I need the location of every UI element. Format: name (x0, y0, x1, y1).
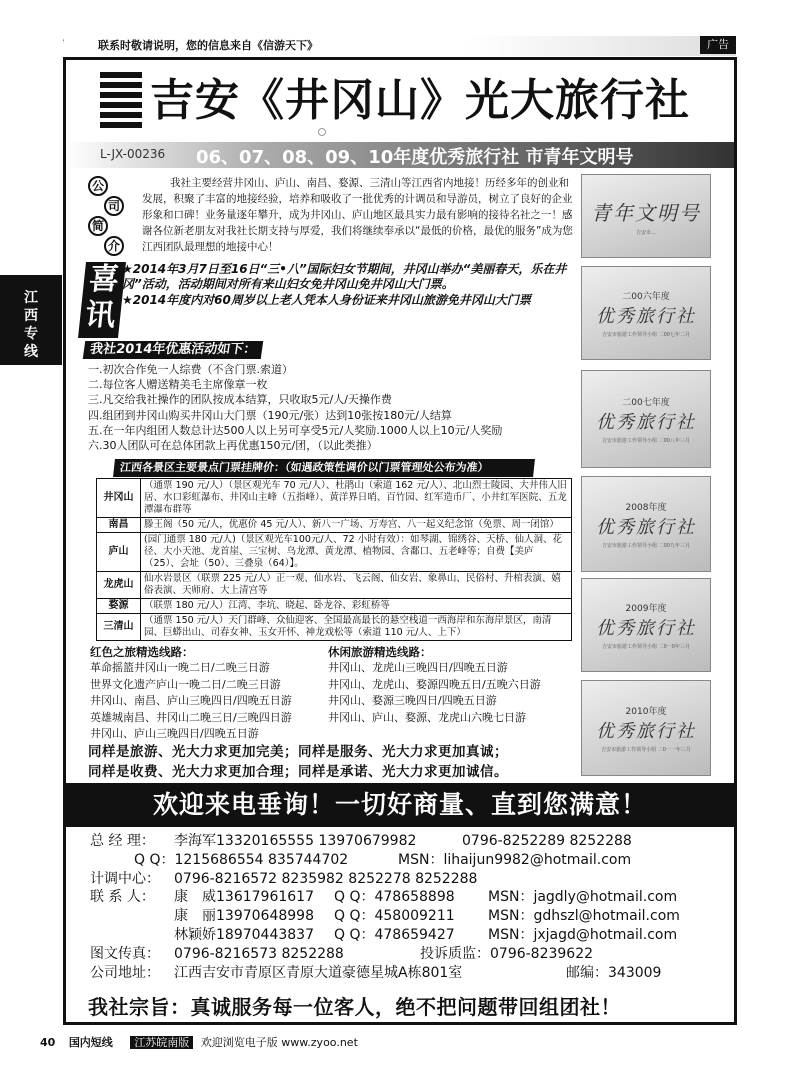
contact-row (90, 964, 730, 983)
table-row (97, 614, 572, 641)
center-phones[interactable]: 0796-8216572 8235982 8252278 8252288 (174, 870, 478, 887)
intro-char: 简 (88, 216, 108, 236)
certificate-issuer: 吉安市旅游工作领导小组 二00七年二月 (602, 331, 690, 338)
postcode: 邮编：343009 (566, 964, 662, 981)
intro-text: 我社主要经营井冈山、庐山、南昌、婺源、三清山等江西省内地接！历经多年的创业和发展，积聚了丰富的地接经验，培养和吸收了一批优秀的计调员和导游员，树立了良好的企业形象和口碑！业务量逐年攀升，成为井冈山、庐山地区最具实力最有影响的接待名社之一！感谢各位新老朋友对我社长期支持与厚爱，我们将继续奉承以“最低的价格，最优的服务”成为您江西团队最理想的地接中心！ (142, 177, 573, 253)
contact-row (90, 926, 730, 945)
contact-row (90, 870, 730, 889)
contact-row (90, 851, 730, 870)
promo-item: 二.每位客人赠送精美毛主席像章一枚 (88, 378, 268, 392)
certificate-year: 2008年度 (625, 502, 667, 513)
certificate-title: 优秀旅行社 (596, 617, 696, 639)
table-cell-text: 仙水岩景区（联票 225 元/人）正一观、仙水岩、飞云阁、仙女岩、象鼻山、民俗村、升棺表演、嬉俗表演、天师府、大上清宫等 (141, 572, 572, 599)
certificate-year: 二00七年度 (622, 397, 670, 408)
page-footer (40, 1033, 760, 1053)
table-row (97, 479, 572, 518)
table-row (97, 599, 572, 614)
announcement (122, 262, 577, 308)
intro-label (88, 176, 134, 266)
gm-label: 总 经 理： (90, 833, 155, 849)
table-cell-name: 婺源 (97, 599, 141, 614)
ticket-table-heading: 江西各景区主要景点门票挂牌价：（如遇政策性调价以门票管理处公布为准） (113, 459, 535, 477)
certificate-issuer: 吉安市旅游工作领导小组 二00九年三月 (602, 542, 690, 549)
contact-msn[interactable]: MSN：jxjagd@hotmail.com (488, 926, 678, 943)
table-cell-name: 井冈山 (97, 479, 141, 518)
promo-list (88, 362, 568, 453)
contact-msn[interactable]: MSN：jagdly@hotmail.com (488, 889, 678, 906)
contact-person[interactable]: 林颖娇18970443837 (174, 926, 314, 943)
contact-qq[interactable]: Q Q：478659427 (334, 926, 455, 943)
route-item: 英雄城南昌、井冈山二晚三日/三晚四日游 (90, 710, 292, 724)
slogan-line: 同样是收费、光大力求更加合理；同样是承诺、光大力求更加诚信。 (88, 764, 508, 780)
good-news-badge: 喜讯 (78, 262, 126, 338)
contact-row (90, 832, 730, 851)
route-item: 井冈山、龙虎山三晚四日/四晚五日游 (328, 661, 508, 674)
certificate-photo (581, 266, 711, 360)
certificate-year: 2009年度 (625, 603, 667, 614)
license-number: L-JX-00236 (100, 147, 166, 161)
contact-row (90, 888, 730, 907)
side-tab-jiangxi[interactable] (0, 275, 62, 365)
table-cell-text: （联票 180 元/人）江湾、李坑、晓起、卧龙谷、彩虹桥等 (141, 599, 572, 614)
table-cell-name: 三清山 (97, 614, 141, 641)
leisure-routes-heading: 休闲旅游精选线路： (328, 644, 578, 660)
table-cell-name: 南昌 (97, 518, 141, 533)
gm-qq[interactable]: Q Q：1215686554 835744702 (134, 851, 349, 868)
table-cell-name: 龙虎山 (97, 572, 141, 599)
table-row (97, 572, 572, 599)
leisure-routes (328, 644, 578, 726)
site-link[interactable]: 欢迎浏览电子版 www.zyoo.net (200, 1036, 358, 1049)
promo-item: 四.组团到井冈山购买井冈山大门票（190元/张）达到10张按180元/人结算 (88, 408, 452, 422)
certificate-photo (581, 578, 711, 672)
intro-char: 介 (104, 236, 124, 256)
intro-char: 司 (104, 196, 124, 216)
table-row (97, 518, 572, 533)
side-tab-label: 江西专线 (24, 290, 38, 360)
route-item: 世界文化遗产庐山一晚二日/二晚三日游 (90, 677, 281, 691)
certificate-photo (581, 476, 711, 572)
table-cell-name: 庐山 (97, 533, 141, 572)
route-item: 井冈山、庐山、婺源、龙虎山六晚七日游 (328, 710, 526, 724)
certificate-photo (581, 174, 711, 258)
contact-qq[interactable]: Q Q：458009211 (334, 908, 455, 925)
gm-msn[interactable]: MSN：lihaijun9982@hotmail.com (398, 851, 632, 868)
welcome-banner: 欢迎来电垂询！一切好商量、直到您满意！ (66, 783, 734, 827)
certificate-title: 优秀旅行社 (596, 516, 696, 538)
certificate-year: 2010年度 (625, 706, 667, 717)
contact-row (90, 907, 730, 926)
section-name: 国内短线 (68, 1036, 113, 1049)
certificate-issuer: 吉安市旅游工作领导小组 二00八年三月 (602, 437, 690, 444)
red-routes-heading: 红色之旅精选线路： (90, 644, 330, 660)
certificate-title: 优秀旅行社 (596, 720, 696, 742)
table-row (97, 533, 572, 572)
edition-badge: 江苏皖南版 (130, 1036, 193, 1049)
table-cell-text: 滕王阁（50 元/人，优惠价 45 元/人）、新八一广场、万寿宫、八一起义纪念馆（免票、周一闭馆） (141, 518, 572, 533)
promo-item: 六.30人团队可在总体团款上再优惠150元/团，（以此类推） (88, 439, 378, 453)
route-item: 井冈山、龙虎山、婺源四晚五日/五晚六日游 (328, 677, 541, 691)
route-item: 革命摇篮井冈山一晚二日/二晚三日游 (90, 661, 270, 674)
page-number: 40 (40, 1036, 56, 1049)
intro-char: 公 (88, 176, 108, 196)
gm-tel[interactable]: 0796-8252289 8252288 (462, 833, 632, 849)
table-cell-text: (园门通票 180 元/人)（景区观光车100元/人、72 小时有效）：如琴湖、锦绣谷、天桥、仙人洞、花径、大小天池、龙首崖、三宝树、乌龙潭、黄龙潭、植物园、含鄱口、五老峰等；自费【美庐（25）、会址（50）、三叠泉（64）】。 (141, 533, 572, 572)
fax-number[interactable]: 0796-8216573 8252288 (174, 945, 344, 962)
slogan-line: 同样是旅游、光大力求更加完美；同样是服务、光大力求更加真诚； (88, 744, 508, 760)
slogan (88, 742, 578, 782)
header-notice: 联系时敬请说明，您的信息来自《信游天下》 (64, 36, 736, 56)
company-logo (100, 72, 142, 132)
announcement-item: ★2014年度内对60周岁以上老人凭本人身份证来井冈山旅游免井冈山大门票 (122, 293, 531, 307)
contact-qq[interactable]: Q Q：478658898 (334, 889, 455, 906)
table-cell-text: （通票 190 元/人）（景区观光车 70 元/人）、杜鹃山（索道 162 元/人）、北山烈士陵园、大井伟人旧居、水口彩虹瀑布、井冈山主峰（五指峰）、黄洋界日哨、百竹园、红军造币厂、小井红军医院、五龙潭瀑布群等 (141, 479, 572, 518)
contact-row (90, 945, 730, 964)
decorative-dot (318, 128, 326, 136)
certificate-photo (581, 370, 711, 468)
certificate-issuer: 吉安市旅游工作领导小组 二0一0年三月 (602, 643, 690, 650)
promo-item: 一.初次合作免一人综费（不含门票.索道） (88, 363, 293, 376)
contact-person[interactable]: 康 丽13970648998 (174, 908, 314, 925)
certificate-title: 优秀旅行社 (596, 305, 696, 327)
route-item: 井冈山、南昌、庐山三晚四日/四晚五日游 (90, 694, 292, 707)
contact-person[interactable]: 康 威13617961617 (174, 889, 314, 906)
honor-years: 06、07、08、09、10年度优秀旅行社 市青年文明号 (196, 147, 634, 168)
table-cell-text: （通票 150 元/人）天门群峰、众仙迎客、全国最高最长的悬空栈道一西海岸和东海岸景区，南清园、巨蟒出山、司春女神、玉女开怀、神龙戏松等（索道 110 元/人、上下） (141, 614, 572, 641)
fax-label: 图文传真： (90, 945, 160, 962)
gm-phone[interactable]: 李海军13320165555 13970679982 (174, 833, 417, 849)
certificate-title: 青年文明号 (591, 200, 701, 225)
announcement-item: ★2014年3月7日至16日“三•八”国际妇女节期间，井冈山举办“美丽春天，乐在井冈”活动，活动期间对所有来山妇女免井冈山免井冈山大门票。 (122, 262, 567, 291)
certificate-year: 二00六年度 (622, 291, 670, 302)
promo-item: 三.凡交给我社操作的团队按成本结算，只收取5元/人/天操作费 (88, 393, 392, 407)
certificate-issuer: 吉安市旅游工作领导小组 二0一一年三月 (601, 746, 691, 753)
contact-msn[interactable]: MSN：gdhszl@hotmail.com (488, 908, 680, 925)
address-label: 公司地址： (90, 964, 160, 981)
address: 江西吉安市青原区青原大道豪德星城A栋801室 (174, 964, 463, 981)
red-routes (90, 644, 330, 743)
center-label: 计调中心： (90, 870, 160, 887)
ad-tag: 广告 (700, 36, 736, 54)
company-tagline: 我社宗旨：真诚服务每一位客人，绝不把问题带回组团社！ (88, 995, 621, 1019)
complaint-phone[interactable]: 投诉质监：0796-8239622 (420, 945, 594, 962)
promo-item: 五.在一年内组团人数总计达500人以上另可享受5元/人奖励.1000人以上10元/人奖励 (88, 423, 503, 437)
certificate-photo (581, 680, 711, 776)
ticket-table (96, 478, 572, 641)
page-title: 吉安《井冈山》光大旅行社 (150, 75, 690, 126)
certificate-title: 优秀旅行社 (596, 411, 696, 433)
certificate-issuer: 吉安市... (636, 229, 656, 236)
promo-heading: 我社2014年优惠活动如下： (83, 341, 264, 359)
route-item: 井冈山、庐山三晚四日/四晚五日游 (90, 727, 259, 740)
people-label: 联 系 人： (90, 889, 155, 906)
route-item: 井冈山、婺源三晚四日/四晚五日游 (328, 694, 497, 707)
contact-info (90, 832, 730, 982)
